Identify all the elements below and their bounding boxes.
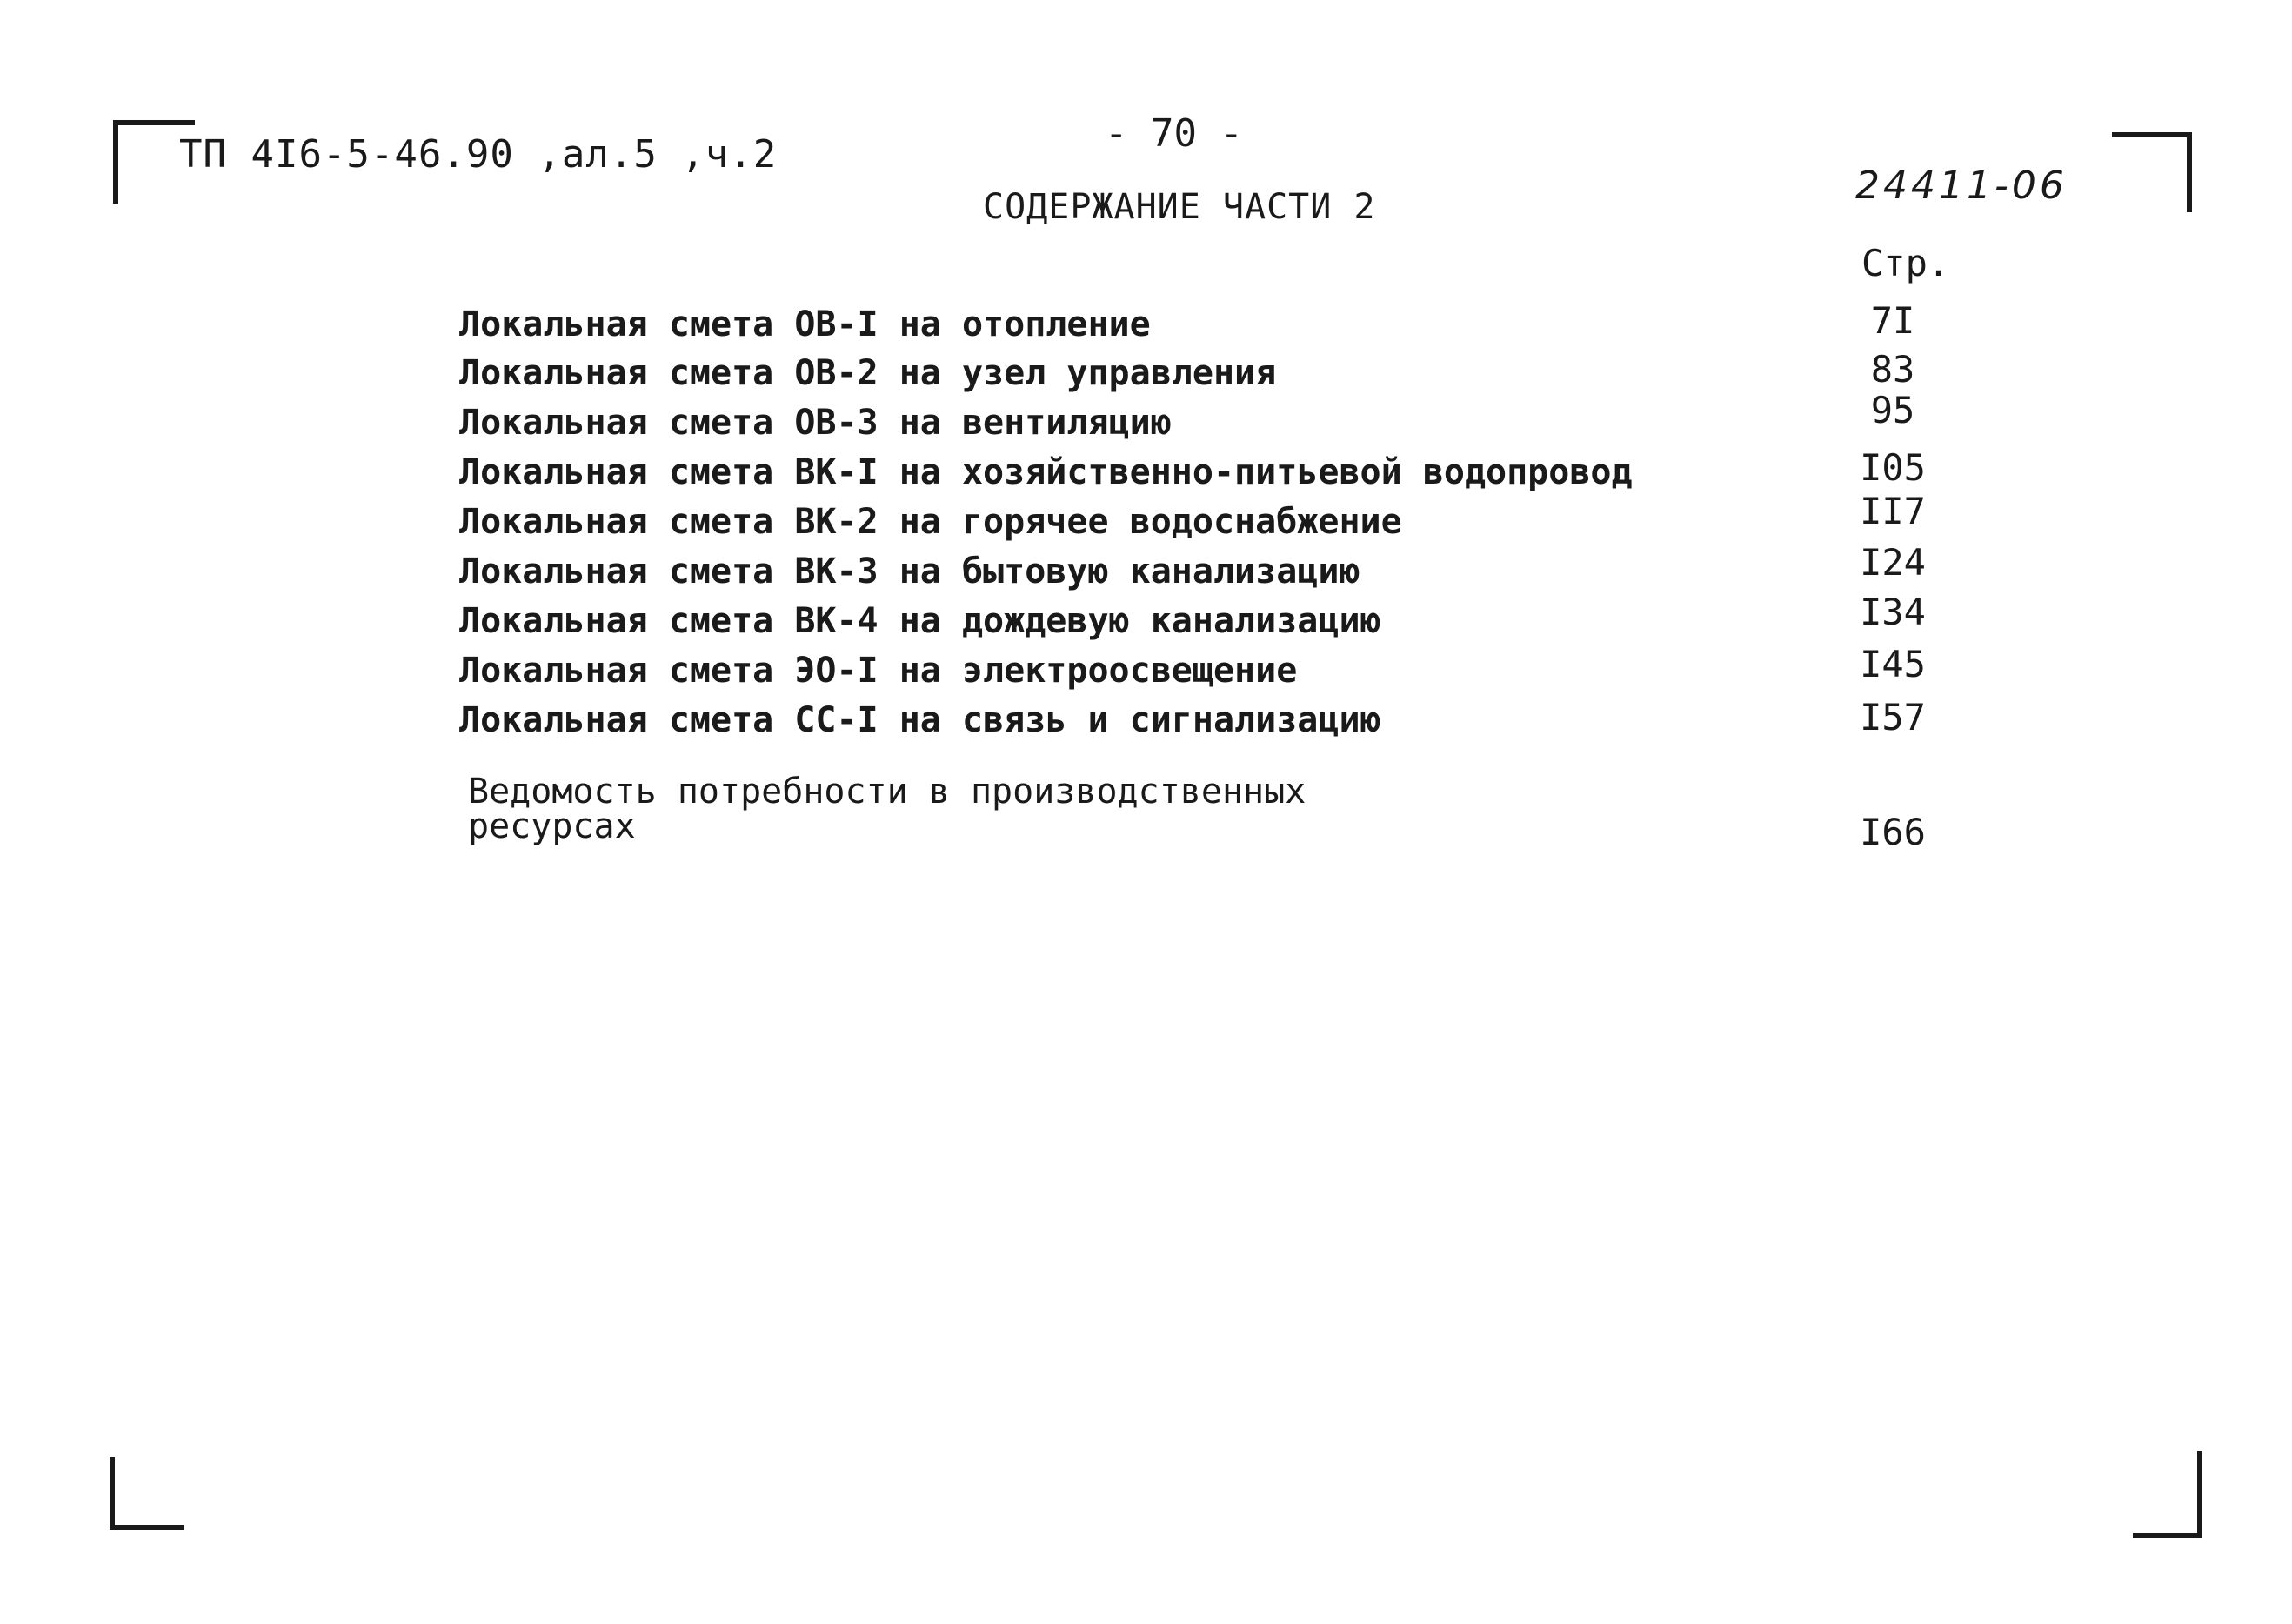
list-item-page: II7: [1860, 490, 1926, 532]
resources-statement-page: I66: [1860, 811, 1926, 853]
list-item-page: I57: [1860, 696, 1926, 738]
list-item-text: Локальная смета ВК-4 на дождевую канализацию: [459, 601, 1381, 641]
frame-corner-top-right-horizontal: [2112, 132, 2192, 137]
frame-corner-bottom-left-horizontal: [110, 1525, 184, 1530]
list-item-page: I45: [1860, 643, 1926, 685]
page-column-label: Стр.: [1861, 242, 1950, 284]
list-item-text: Локальная смета ВК-3 на бытовую канализацию: [459, 551, 1360, 591]
list-item-page: I05: [1860, 446, 1926, 489]
list-item-text: Локальная смета ОВ-3 на вентиляцию: [459, 403, 1172, 443]
list-item-text: Локальная смета ВК-I на хозяйственно-питьевой водопровод: [459, 452, 1633, 492]
contents-title: СОДЕРЖАНИЕ ЧАСТИ 2: [983, 187, 1376, 227]
list-item-text: Локальная смета ЭО-I на электроосвещение: [459, 651, 1298, 691]
list-item-page: I34: [1860, 591, 1926, 633]
list-item-page: 83: [1870, 348, 1915, 391]
list-item-page: I24: [1860, 541, 1926, 584]
page-number: - 70 -: [1105, 111, 1243, 156]
resources-statement-text: Ведомость потребности в производственных ресурсах: [468, 772, 1306, 846]
frame-corner-top-right-vertical: [2187, 132, 2192, 212]
document-code: ТП 4I6-5-46.90 ,ал.5 ,ч.2: [179, 132, 778, 177]
archive-number: 24411-06: [1855, 164, 2068, 208]
frame-corner-top-left-horizontal: [113, 120, 195, 125]
list-item-text: Локальная смета ВК-2 на горячее водоснабжение: [459, 502, 1402, 542]
frame-corner-top-left-vertical: [113, 120, 118, 204]
frame-corner-bottom-left-vertical: [110, 1457, 115, 1530]
list-item-page: 7I: [1870, 299, 1915, 342]
list-item-text: Локальная смета СС-I на связь и сигнализацию: [459, 700, 1381, 740]
list-item-text: Локальная смета ОВ-2 на узел управления: [459, 353, 1277, 393]
frame-corner-bottom-right-vertical: [2197, 1451, 2202, 1538]
list-item-page: 95: [1870, 389, 1915, 431]
frame-corner-bottom-right-horizontal: [2133, 1533, 2202, 1538]
list-item-text: Локальная смета ОВ-I на отопление: [459, 304, 1151, 344]
